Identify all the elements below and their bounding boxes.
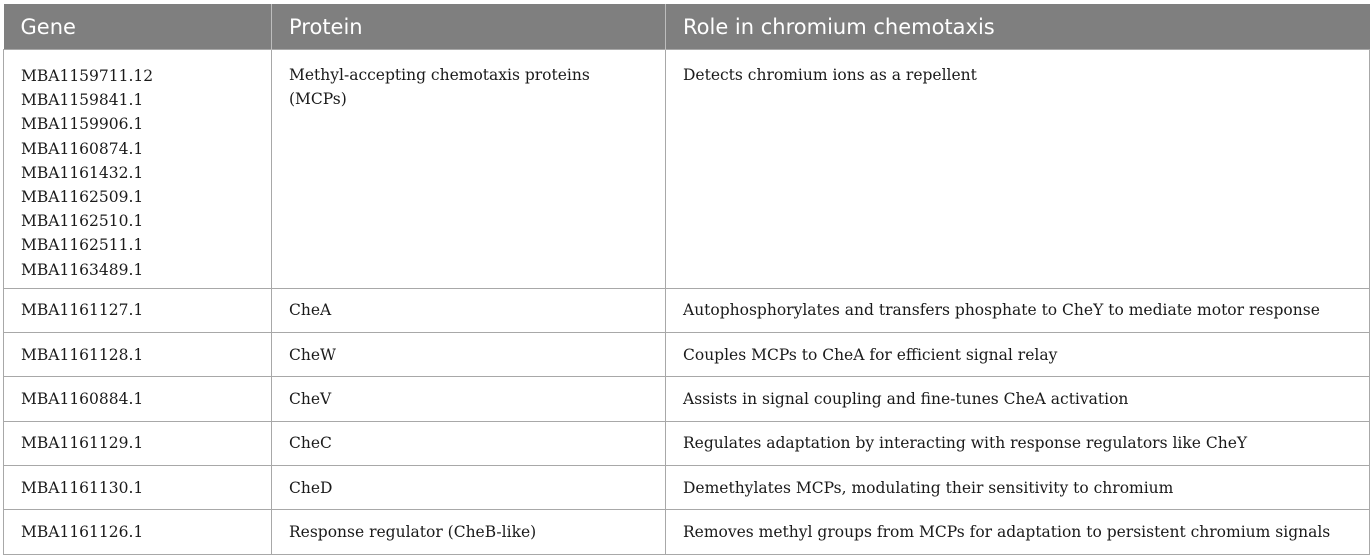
gene-id: MBA1160874.1 (21, 139, 144, 158)
header-protein: Protein (272, 4, 666, 50)
gene-id: MBA1159906.1 (21, 115, 144, 134)
table-row (4, 333, 1370, 377)
table-row (4, 377, 1370, 421)
role-cell: Couples MCPs to CheA for efficient signal relay (666, 333, 1370, 377)
gene-id: MBA1163489.1 (21, 260, 144, 279)
role-cell: Autophosphorylates and transfers phosphate to CheY to mediate motor response (666, 288, 1370, 332)
gene-cell: MBA1160884.1 (4, 377, 272, 421)
protein-cell: Methyl-accepting chemotaxis proteins (MCPs) (272, 50, 666, 289)
gene-cell (4, 50, 272, 289)
gene-cell: MBA1161126.1 (4, 510, 272, 554)
gene-id: MBA1162509.1 (21, 188, 144, 207)
gene-cell: MBA1161130.1 (4, 466, 272, 510)
gene-cell: MBA1161129.1 (4, 421, 272, 465)
protein-cell: CheC (272, 421, 666, 465)
table-row (4, 288, 1370, 332)
role-cell: Regulates adaptation by interacting with response regulators like CheY (666, 421, 1370, 465)
gene-id: MBA1161432.1 (21, 163, 144, 182)
role-cell: Removes methyl groups from MCPs for adaptation to persistent chromium signals (666, 510, 1370, 554)
gene-cell: MBA1161128.1 (4, 333, 272, 377)
protein-cell: CheW (272, 333, 666, 377)
table-body (4, 50, 1370, 555)
header-gene: Gene (4, 4, 272, 50)
header-row (4, 4, 1370, 50)
protein-cell: CheD (272, 466, 666, 510)
table-row (4, 50, 1370, 289)
table-row (4, 466, 1370, 510)
gene-id: MBA1162511.1 (21, 236, 144, 255)
protein-cell: CheV (272, 377, 666, 421)
table-row (4, 510, 1370, 554)
gene-cell: MBA1161127.1 (4, 288, 272, 332)
table-header (4, 4, 1370, 50)
gene-id: MBA1162510.1 (21, 212, 144, 231)
header-role: Role in chromium chemotaxis (666, 4, 1370, 50)
gene-id: MBA1159841.1 (21, 91, 144, 110)
protein-cell: Response regulator (CheB-like) (272, 510, 666, 554)
protein-cell: CheA (272, 288, 666, 332)
role-cell: Assists in signal coupling and fine-tunes CheA activation (666, 377, 1370, 421)
role-cell: Demethylates MCPs, modulating their sensitivity to chromium (666, 466, 1370, 510)
table-row (4, 421, 1370, 465)
role-cell: Detects chromium ions as a repellent (666, 50, 1370, 289)
gene-id: MBA1159711.12 (21, 67, 154, 85)
chemotaxis-gene-table (3, 4, 1370, 555)
